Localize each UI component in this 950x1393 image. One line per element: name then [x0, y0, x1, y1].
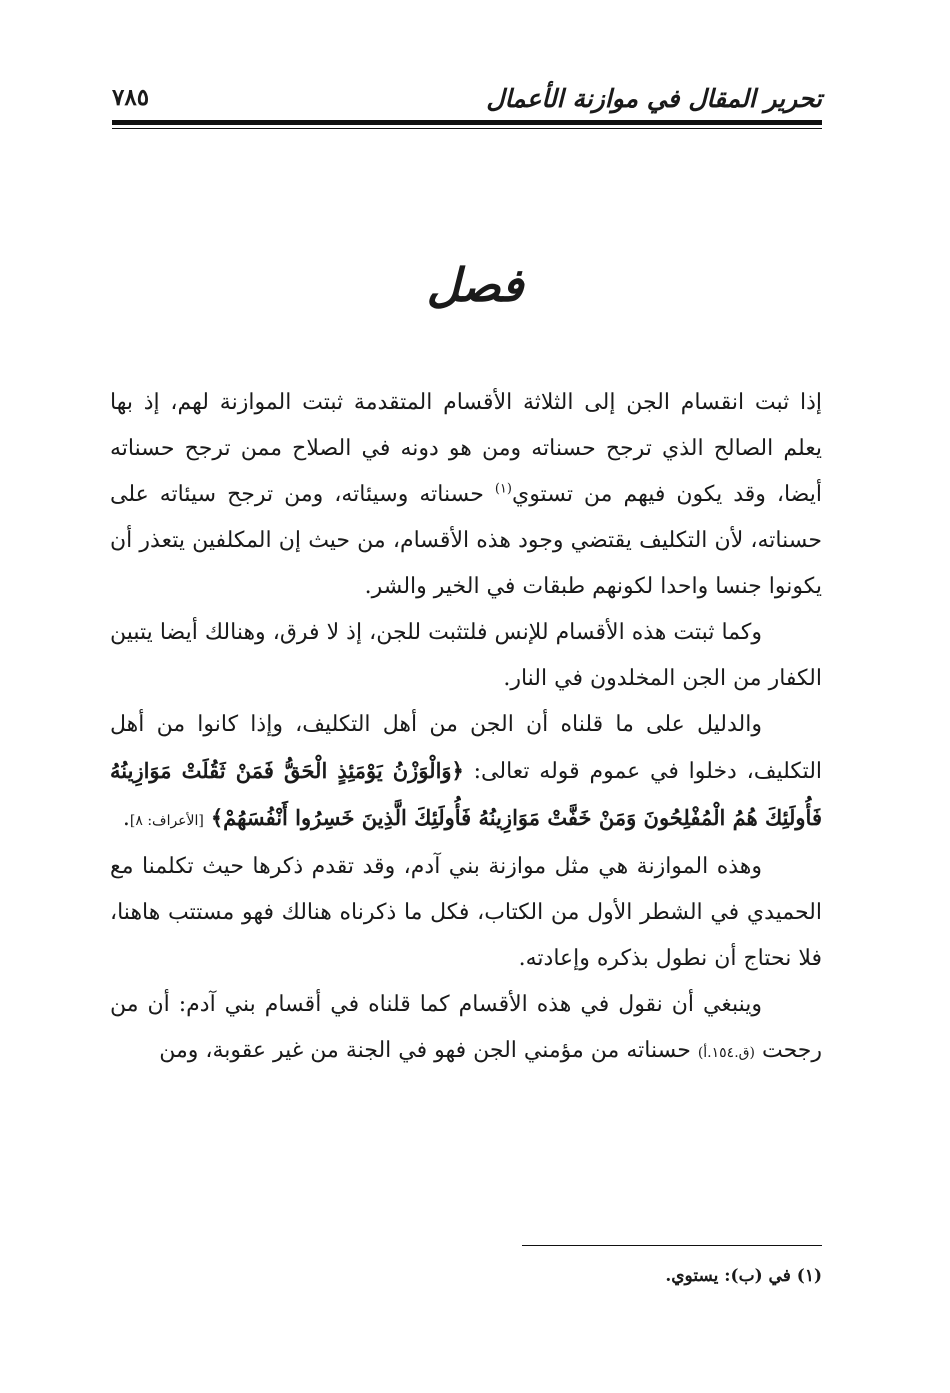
manuscript-reference: (ق.١٥٤.أ) — [697, 1045, 755, 1061]
main-text — [110, 380, 822, 1076]
verse-end-period: . — [122, 806, 130, 831]
paragraph-5 — [110, 982, 822, 1076]
header-rule-thin — [112, 128, 822, 129]
header-title: تحرير المقال في موازنة الأعمال — [486, 84, 822, 113]
paragraph-1 — [110, 380, 822, 610]
paragraph-3-text: والدليل على ما قلناه أن الجن من أهل التكليف، وإذا كانوا من أهل التكليف، دخلوا في عموم قوله تعالى: — [110, 712, 823, 784]
paragraph-2: وكما ثبتت هذه الأقسام للإنس فلتثبت للجن، إذ لا فرق، وهنالك أيضا يتبين الكفار من الجن المخلدون في النار. — [110, 620, 822, 691]
page-number: ٧٨٥ — [112, 84, 150, 111]
paragraph-3 — [110, 702, 822, 844]
header-rule-thick — [112, 120, 822, 125]
running-header — [112, 84, 822, 118]
footnote-marker: (١) — [494, 481, 512, 497]
footnote: (١) في (ب): يستوي. — [665, 1266, 822, 1286]
paragraph-1-rest: حسناته وسيئاته، ومن ترجح سيئاته على حسناته، لأن التكليف يقتضي وجود هذه الأقسام، من حيث إن المكلفين يتعذر أن يكونوا جنسا واحدا لكونهم طبقات في الخير والشر. — [110, 482, 822, 599]
quran-verse: ﴿وَالْوَزْنُ يَوْمَئِذٍ الْحَقُّ فَمَنْ ثَقُلَتْ مَوَازِينُهُ فَأُولَئِكَ هُمُ الْمُفْلِحُونَ وَمَنْ خَفَّتْ مَوَازِينُهُ فَأُولَئِكَ الَّذِينَ خَسِرُوا أَنْفُسَهُمْ﴾ — [110, 758, 822, 830]
verse-reference: [الأعراف: ٨] — [129, 813, 204, 829]
paragraph-5-rest: حسناته من مؤمني الجن فهو في الجنة من غير عقوبة، ومن — [159, 1038, 691, 1063]
footnote-rule — [522, 1245, 822, 1246]
paragraph-4: وهذه الموازنة هي مثل موازنة بني آدم، وقد تقدم ذكرها حيث تكلمنا مع الحميدي في الشطر الأول من الكتاب، فكل ما ذكرناه هنالك فهو مستتب هاهنا، فلا نحتاج أن نطول بذكره وإعادته. — [110, 854, 822, 971]
section-heading: فصل — [426, 258, 524, 312]
paragraph-1-text: إذا ثبت انقسام الجن إلى الثلاثة الأقسام المتقدمة ثبتت الموازنة لهم، إذ بها يعلم الصالح الذي ترجح حسناته ومن هو دونه في الصلاح ممن ترجح حسناته أيضا، وقد يكون فيهم من تستوي — [110, 390, 822, 507]
paragraph-5-text: وينبغي أن نقول في هذه الأقسام كما قلناه في أقسام بني آدم: أن من رجحت — [110, 992, 822, 1063]
